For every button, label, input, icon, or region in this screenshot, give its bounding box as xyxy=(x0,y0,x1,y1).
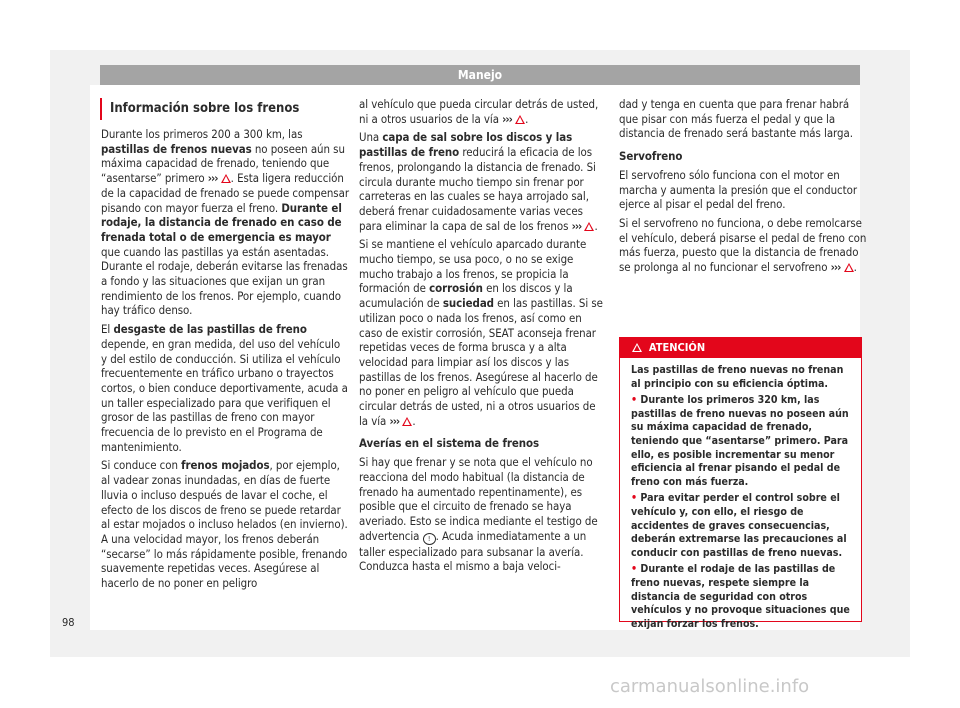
brake-warning-icon: ! xyxy=(423,533,436,545)
cross-ref-arrow[interactable]: ››› xyxy=(830,260,841,275)
text: depende, en gran medida, del uso del vehículo y del estilo de conducción. Si utiliza el vehículo frecuentemente en tráfico urbano o trayectos cortos, o bien conduce deportivamente, acuda a un taller especializado para que verifiquen el grosor de las pastillas de freno con mayor frecuencia de lo previsto en el Programa de mantenimiento. xyxy=(101,336,348,454)
page-number: 98 xyxy=(62,616,75,629)
bold-text: Durante el rodaje, la distancia de frenado en caso de frenada total o de emergencia es mayor xyxy=(101,200,342,244)
paragraph: Una capa de sal sobre los discos y las pastillas de freno reducirá la eficacia de los frenos, prolongando la distancia de frenado. Si circula durante mucho tiempo sin frenar por carreteras en las cuales se haya arrojado sal, deberá frenar cuidadosamente varias veces para eliminar la capa de sal de los frenos ››› . xyxy=(359,130,598,233)
text: Durante los primeros 200 a 300 km, las xyxy=(101,127,303,141)
text: Si hay que frenar y se nota que el vehículo no reacciona del modo habitual (la distancia de frenado ha aumentado repentinamente), es posible que el circuito de frenado se haya averiado. Esto se indica mediante el testigo de advertencia xyxy=(359,455,598,543)
text: . Acuda inmediatamente a un taller especializado para subsanar la avería. Conduzca hasta el mismo a baja veloci- xyxy=(359,528,587,574)
attention-intro: Las pastillas de freno nuevas no frenan al principio con su eficiencia óptima. xyxy=(631,364,844,390)
text: El xyxy=(101,322,114,337)
chapter-header: Manejo xyxy=(100,65,860,85)
attention-body xyxy=(620,358,861,631)
text-column-1 xyxy=(101,127,349,595)
attention-bullet xyxy=(631,394,851,489)
cross-ref-arrow[interactable]: ››› xyxy=(502,111,512,126)
warning-icon[interactable] xyxy=(515,115,525,124)
section-title: Información sobre los frenos xyxy=(100,98,350,120)
text: Una xyxy=(359,130,383,145)
text: al vehículo que pueda circular detrás de usted, ni a otros usuarios de la vía xyxy=(359,97,599,126)
bold-text: capa de sal sobre los discos y las pastillas de freno xyxy=(359,130,573,160)
text: , por ejemplo, al vadear zonas inundadas, en días de fuerte lluvia o incluso después de lavar el coche, el efecto de los discos de freno se puede retardar al estar mojados o incluso helados (en invierno). A una velocidad mayor, los frenos deberán “secarse” lo más rápidamente posible, frenando suavemente repetidas veces. Asegúrese al hacerlo de no poner en peligro xyxy=(101,458,348,591)
attention-label: ATENCIÓN xyxy=(648,341,706,354)
text: en los discos y la acumulación de xyxy=(359,281,573,311)
text: Durante los primeros 320 km, las pastillas de freno nuevas no poseen aún su máxima capacidad de frenado, teniendo que “asentarse” primero. Para ello, es posible incrementar su menor eficiencia al frenar pisando el pedal de freno con más fuerza. xyxy=(631,394,849,488)
cross-ref-arrow[interactable]: ››› xyxy=(571,218,582,233)
text: Si conduce con xyxy=(101,458,182,473)
warning-icon[interactable] xyxy=(584,222,594,231)
attention-bullet xyxy=(631,492,851,560)
paragraph xyxy=(359,455,607,574)
paragraph: Si se mantiene el vehículo aparcado durante mucho tiempo, se usa poco, o no se exige mucho trabajo a los frenos, se propicia la formación de corrosión en los discos y la acumulación de suciedad en las pastillas. Si se utilizan poco o nada los frenos, así como en caso de existir corrosión, SEAT aconseja frenar repetidas veces de forma brusca y a alta velocidad para limpiar así los discos y las pastillas de los frenos. Asegúrese al hacerlo de no poner en peligro al vehículo que pueda circular detrás de usted, ni a otros usuarios de la vía ››› . xyxy=(359,237,603,428)
text: reducirá la eficacia de los frenos, prolongando la distancia de frenado. Si circula durante mucho tiempo sin frenar por carreteras en las cuales se haya arrojado sal, deberá frenar cuidadosamente varias veces para eliminar la capa de sal de los frenos xyxy=(359,145,596,233)
paragraph: Si el servofreno no funciona, o debe remolcarse el vehículo, deberá pisarse el pedal de freno con más fuerza, puesto que la distancia de frenado se prolonga al no funcionar el servofreno ››› . xyxy=(619,215,867,275)
paragraph: al vehículo que pueda circular detrás de usted, ni a otros usuarios de la vía ››› . xyxy=(359,97,599,126)
bold-text: corrosión xyxy=(429,281,483,296)
warning-icon xyxy=(632,343,642,352)
bold-text: desgaste de las pastillas de freno xyxy=(113,322,307,337)
cross-ref-arrow[interactable]: ››› xyxy=(207,171,218,186)
text: . Esta ligera reducción de la capacidad de frenado se puede compensar pisando con mayor fuerza el freno. xyxy=(101,171,349,215)
warning-icon[interactable] xyxy=(844,263,854,272)
text-column-2 xyxy=(359,97,607,578)
paragraph: dad y tenga en cuenta que para frenar habrá que pisar con más fuerza el pedal y que la distancia de frenado será bastante más larga. xyxy=(619,97,853,141)
text: Si el servofreno no funciona, o debe remolcarse el vehículo, deberá pisarse el pedal de freno con más fuerza, puesto que la distancia de frenado se prolonga al no funcionar el servofreno xyxy=(619,215,867,275)
cross-ref-arrow[interactable]: ››› xyxy=(389,413,400,428)
text: Durante el rodaje de las pastillas de freno nuevas, respete siempre la distancia de seguridad con otros vehículos y no provoque situaciones que exijan forzar los frenos. xyxy=(631,563,850,630)
paragraph xyxy=(101,322,349,454)
text: Si se mantiene el vehículo aparcado durante mucho tiempo, se usa poco, o no se exige mucho trabajo a los frenos, se propicia la formación de xyxy=(359,237,587,296)
text: Para evitar perder el control sobre el vehículo y, con ello, el riesgo de accidentes de graves consecuencias, deberán extremarse las precauciones al conducir con pastillas de freno nuevas. xyxy=(631,492,847,559)
warning-icon[interactable] xyxy=(402,417,412,426)
attention-bullet xyxy=(631,563,851,631)
bullet-icon: • xyxy=(631,563,638,576)
bold-text: pastillas de frenos nuevas xyxy=(101,141,252,156)
text: que cuando las pastillas ya están asentadas. Durante el rodaje, deberán evitarse las frenadas a fondo y las situaciones que exijan un gran rendimiento de los frenos. Por ejemplo, cuando hay tráfico denso. xyxy=(101,244,348,318)
bullet-icon: • xyxy=(631,492,638,505)
text-column-3 xyxy=(619,97,867,279)
paragraph xyxy=(101,458,349,590)
attention-header xyxy=(620,338,861,358)
paragraph: El servofreno sólo funciona con el motor en marcha y aumenta la presión que el conductor ejerce al pisar el pedal del freno. xyxy=(619,167,857,212)
text: no poseen aún su máxima capacidad de frenado, teniendo que “asentarse” primero xyxy=(101,141,345,186)
subheading: Servofreno xyxy=(619,149,683,164)
watermark: carmanualsonline.info xyxy=(610,676,810,697)
text: en las pastillas. Si se utilizan poco o nada los frenos, así como en caso de existir corrosión, SEAT aconseja frenar repetidas veces de forma brusca y a alta velocidad para limpiar así los discos y las pastillas de los frenos. Asegúrese al hacerlo de no poner en peligro al vehículo que pueda circular detrás de usted, ni a otros usuarios de la vía xyxy=(359,296,603,428)
subheading: Averías en el sistema de frenos xyxy=(359,436,540,451)
warning-icon[interactable] xyxy=(221,174,231,183)
bold-text: suciedad xyxy=(442,296,494,311)
bullet-icon: • xyxy=(631,394,638,407)
attention-box xyxy=(619,337,862,630)
paragraph xyxy=(101,127,349,318)
bold-text: frenos mojados xyxy=(181,458,270,473)
